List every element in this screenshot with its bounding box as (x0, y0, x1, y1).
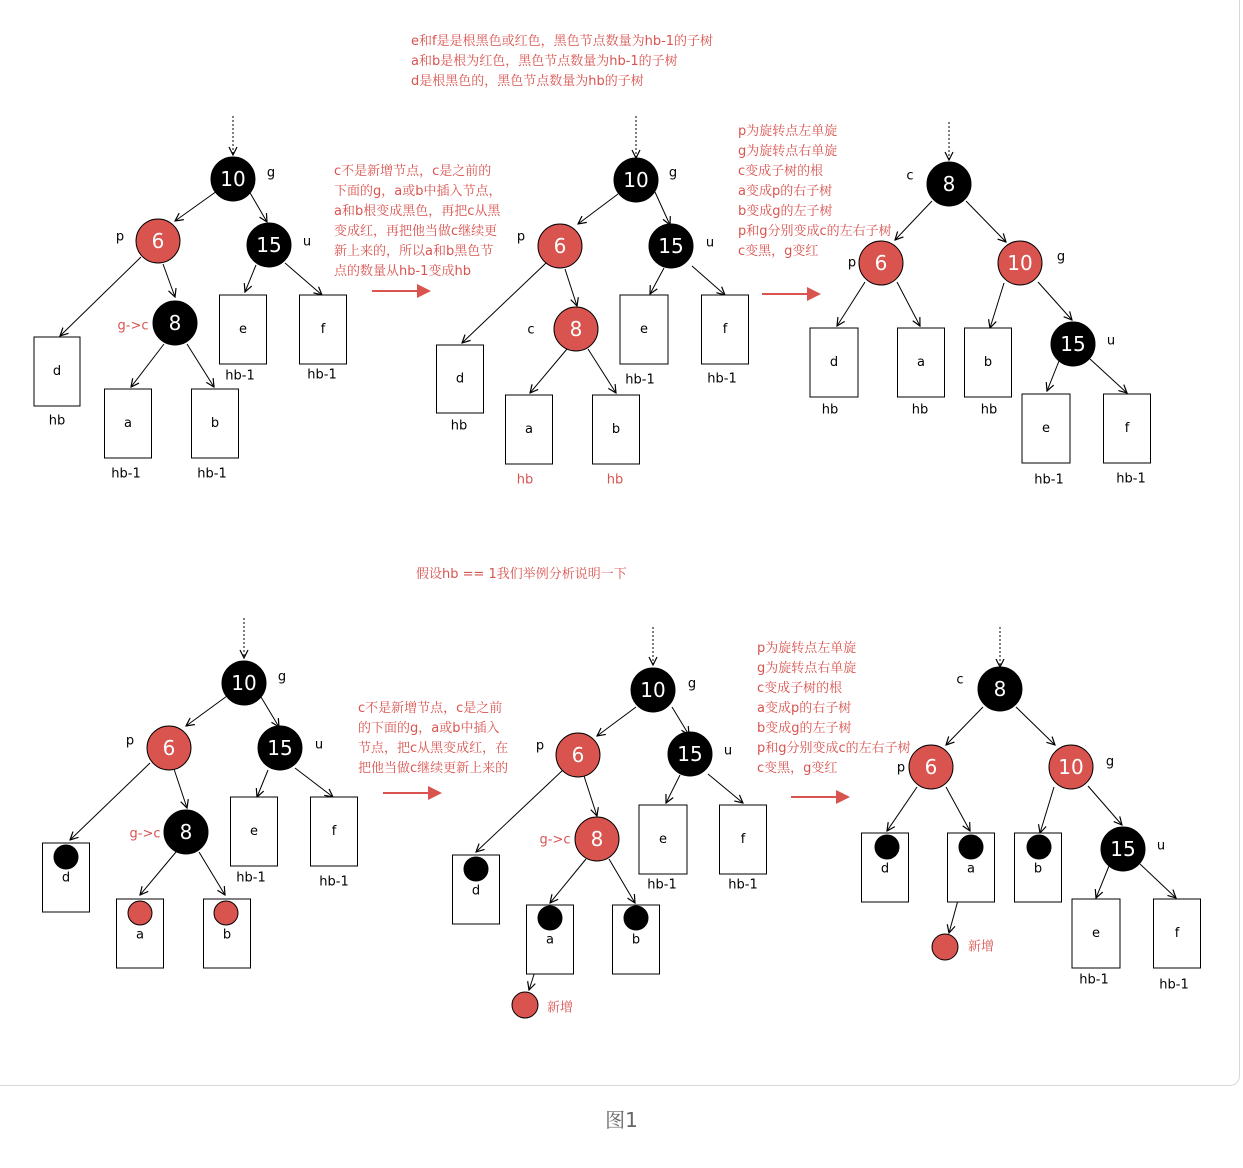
node-value: 8 (993, 677, 1007, 701)
example-header-note (416, 565, 627, 585)
label: hb-1 (1116, 471, 1146, 487)
note-line: a变成p的右子树 (757, 701, 852, 716)
subtree-name: e (1092, 926, 1100, 941)
note-line: 变成红，再把他当做c继续更 (334, 224, 498, 239)
label: p (896, 760, 906, 776)
label: g (266, 165, 276, 181)
note-line: c变成子树的根 (757, 681, 843, 696)
label: u (314, 737, 324, 753)
note-line: a变成p的右子树 (738, 184, 833, 199)
note-line: 的下面的g，a或b中插入 (358, 721, 500, 736)
label: p (516, 229, 526, 245)
subtree-name: d (52, 364, 62, 379)
label: p (535, 738, 545, 754)
label: hb-1 (319, 874, 349, 890)
note-line: 把他当做c继续更新上来的 (358, 761, 509, 776)
label: c (906, 168, 914, 184)
node-value: 10 (231, 671, 257, 695)
subtree-name: b (210, 416, 220, 431)
label: c (956, 672, 964, 688)
new-node-label: 新增 (546, 1000, 574, 1016)
subtree-name: f (320, 322, 326, 337)
note-line: 假设hb == 1我们举例分析说明一下 (416, 567, 627, 582)
note-line: 节点，把c从黑变成红，在 (358, 741, 509, 756)
label: hb-1 (647, 877, 677, 893)
subtree-name: d (455, 371, 465, 387)
node-value: 15 (1110, 837, 1136, 861)
node-value: 6 (151, 229, 165, 253)
node-value: 10 (1007, 251, 1033, 275)
label: hb-1 (197, 466, 227, 482)
label: hb-1 (225, 368, 255, 384)
note-line: 新上来的，所以a和b黑色节 (334, 244, 494, 259)
node-value: 8 (168, 311, 182, 335)
node-value: 8 (569, 317, 583, 341)
label: b (222, 927, 232, 943)
note-line: c不是新增节点，c是之前的 (334, 164, 492, 179)
label: hb (48, 413, 66, 429)
node-value: 15 (677, 742, 703, 766)
label: g (1056, 249, 1066, 265)
note-line: c不是新增节点，c是之前 (358, 701, 503, 716)
label: u (705, 235, 715, 251)
note-line: g为旋转点右单旋 (738, 144, 838, 159)
note-line: 点的数量从hb-1变成hb (334, 264, 471, 279)
label: hb (606, 472, 624, 488)
label: hb-1 (728, 877, 758, 893)
label: g->c (117, 318, 149, 334)
subtree-name: e (250, 824, 258, 839)
label: a (546, 932, 554, 948)
label: hb-1 (1034, 472, 1064, 488)
label: hb-1 (111, 466, 141, 482)
label: hb (911, 402, 929, 418)
label: d (471, 883, 481, 899)
label: g (687, 676, 697, 692)
figure-caption: 图1 (605, 1108, 638, 1132)
label: g->c (539, 832, 571, 848)
subtree-name: e (640, 322, 648, 337)
note-line: a和b根变成黑色，再把c从黑 (334, 204, 501, 219)
label: hb-1 (625, 372, 655, 388)
label: u (723, 743, 733, 759)
step3-description (358, 699, 508, 779)
label: d (880, 861, 890, 877)
step2-description (738, 122, 892, 262)
new-node-label: 新增 (967, 939, 995, 955)
node-value: 15 (267, 736, 293, 760)
note-line: p和g分别变成c的左右子树 (738, 224, 892, 239)
note-line: c变黑，g变红 (738, 244, 819, 259)
subtree-name: f (331, 824, 337, 839)
node-value: 8 (942, 172, 956, 196)
note-line: c变成子树的根 (738, 164, 824, 179)
label: u (1106, 333, 1116, 349)
note-line: p为旋转点左单旋 (738, 124, 838, 139)
label: hb (450, 418, 468, 434)
top-header-note (411, 32, 713, 92)
node-value: 6 (924, 755, 938, 779)
subtree-name: e (239, 322, 247, 337)
label: hb (980, 402, 998, 418)
step4-description (757, 639, 911, 779)
label: a (136, 927, 144, 943)
node-value: 10 (1058, 755, 1084, 779)
subtree-name: f (1174, 926, 1180, 941)
subtree-name: e (659, 832, 667, 847)
node-value: 6 (162, 736, 176, 760)
label: b (1033, 861, 1043, 877)
node-value: 8 (179, 820, 193, 844)
node-value: 10 (640, 678, 666, 702)
node-value: 10 (220, 167, 246, 191)
subtree-name: f (740, 832, 746, 847)
note-line: p和g分别变成c的左右子树 (757, 741, 911, 756)
label: u (1156, 838, 1166, 854)
note-line: p为旋转点左单旋 (757, 641, 857, 656)
label: hb (821, 402, 839, 418)
node-value: 6 (874, 251, 888, 275)
subtree-name: e (1042, 421, 1050, 436)
subtree-name: b (611, 422, 621, 437)
label: g->c (129, 826, 161, 842)
label: d (61, 870, 71, 886)
node-value: 8 (590, 827, 604, 851)
node-value: 15 (256, 233, 282, 257)
note-line: d是根黑色的，黑色节点数量为hb的子树 (411, 74, 644, 89)
note-line: g为旋转点右单旋 (757, 661, 857, 676)
label: g (277, 669, 287, 685)
label: c (527, 322, 535, 338)
subtree-name: a (525, 422, 533, 437)
node-value: 15 (1060, 332, 1086, 356)
subtree-name: f (722, 322, 728, 337)
note-line: e和f是是根黑色或红色，黑色节点数量为hb-1的子树 (411, 34, 714, 49)
node-value: 15 (658, 234, 684, 258)
label: hb-1 (236, 870, 266, 886)
note-line: 下面的g，a或b中插入节点， (334, 184, 502, 199)
subtree-name: d (829, 355, 839, 370)
label: u (302, 234, 312, 250)
label: hb (516, 472, 534, 488)
step1-description (334, 162, 501, 282)
label: p (115, 229, 125, 245)
note-line: a和b是根为红色，黑色节点数量为hb-1的子树 (411, 54, 678, 69)
label: b (631, 932, 641, 948)
note-line: b变成g的左子树 (757, 721, 852, 736)
label: hb-1 (1159, 977, 1189, 993)
note-line: b变成g的左子树 (738, 204, 833, 219)
label: hb-1 (1079, 972, 1109, 988)
subtree-name: f (1124, 421, 1130, 436)
note-line: c变黑，g变红 (757, 761, 838, 776)
label: g (1105, 754, 1115, 770)
node-value: 6 (553, 234, 567, 258)
label: hb-1 (707, 371, 737, 387)
subtree-name: a (917, 355, 925, 370)
subtree-name: b (983, 355, 993, 370)
label: a (967, 861, 975, 877)
node-value: 10 (623, 168, 649, 192)
label: hb-1 (307, 367, 337, 383)
label: p (125, 733, 135, 749)
label: p (847, 255, 857, 271)
subtree-name: a (124, 416, 132, 431)
node-value: 6 (571, 743, 585, 767)
label: g (668, 165, 678, 181)
